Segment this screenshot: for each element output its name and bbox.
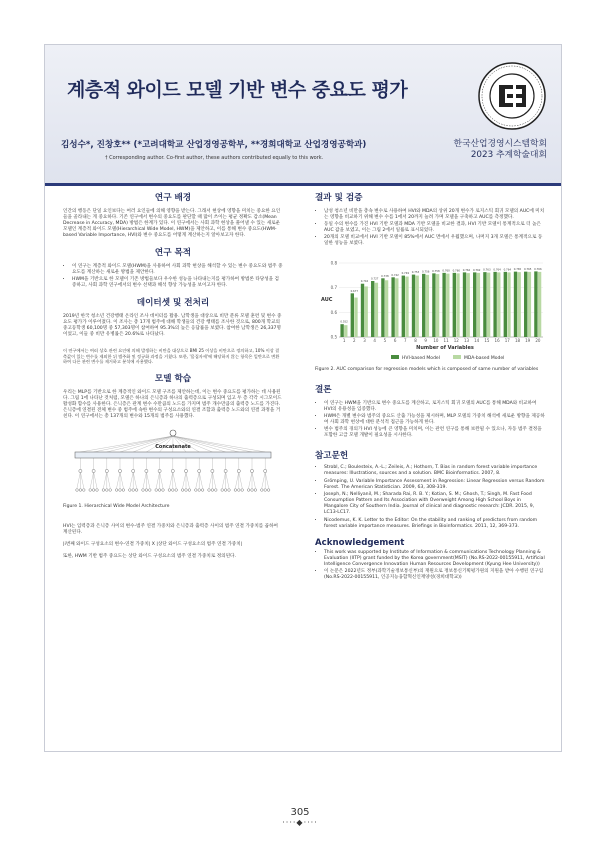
input-node [129, 488, 132, 491]
bar-mda [507, 272, 510, 337]
x-tick-label: 20 [535, 338, 541, 343]
input-node [208, 488, 211, 491]
results-item: • 동일 수의 변수를 가진 HVI 기반 모델과 MDA 기반 모델을 비교한 결과, HVI 기반 모델이 통계적으로 더 높은 AUC 값을 보였고, 이는 그림 2에서 일률로 표시되었다. [324, 222, 545, 234]
input-node [215, 488, 218, 491]
hidden-node [171, 469, 174, 472]
input-node [83, 488, 86, 491]
reference-item: • Joseph, N.; Nelliyanil, M.; Sharada Rai, R. B. Y.; Kotian, S. M.; Ghosh, T.; Singh, M. Fast Food Consumption Pattern and Its Association with Overweight Among High School Boys in Mangalore City of Southern India. Journal of clinical and diagnostic research: JCDR. 2015, 9, LC13-LC17. [324, 492, 545, 516]
x-tick-label: 7 [404, 338, 407, 343]
y-tick-label: 0.8 [330, 260, 337, 266]
legend-swatch-hvi [391, 355, 399, 359]
right-column [315, 195, 545, 582]
conference-info [454, 139, 547, 161]
hidden-node [92, 469, 95, 472]
data-label: 0.758 [432, 269, 440, 273]
data-label: 0.552 [340, 320, 348, 324]
hwm-architecture-diagram [63, 428, 283, 502]
x-tick-label: 19 [525, 338, 531, 343]
bar-hvi [402, 276, 405, 337]
bar-mda [446, 274, 449, 337]
x-tick-label: 8 [414, 338, 417, 343]
input-node [198, 488, 201, 491]
data-label: 0.765 [513, 268, 522, 272]
data-label: 0.716 [360, 280, 369, 284]
bar-hvi [340, 324, 343, 337]
data-label: 0.727 [370, 277, 379, 281]
acknowledgement-item: • 이 논문은 2022년도 정부(과학기술정보통신부)의 재원으로 정보통신기획평가원의 지원을 받아 수행된 연구임 (No.RS-2022-00155911, 인공지능융합혁신인재양성(경희대학교)) [324, 569, 545, 581]
x-tick-label: 3 [363, 338, 366, 343]
hidden-node [198, 469, 201, 472]
data-label: 0.749 [401, 272, 410, 276]
x-tick-label: 5 [383, 338, 387, 343]
dataset-text-2: 이 연구에서는 여러 상호 관련 요인에 의해 발생하는 비만을 대상으로 BMI 25 이상을 비만으로 정의하고, 10% 이상 결측값이 있는 변수를 제외한 뒤 범주화 및 정규화 과정을 거쳤다. 또한, '몸집자세'에 해당하지 않는 항목은 일반으로 변환하여 다른 관련 변수를 제거하고 분석에 사용했다. [63, 348, 280, 364]
results-item: • 남성 청소년 비만을 총속 변수로 사용하여 HVI와 MDA의 상위 20개 변수가 로지스틱 회귀 모델의 AUC에 미치는 영향을 비교하기 위해 변수 수를 1에서 20까지 늘려 가며 모델을 구축하고 AUC를 측정했다. [324, 209, 545, 221]
bar-hvi [422, 274, 425, 337]
reference-item: • Grömping, U. Variable Importance Assessment in Regression: Linear Regression versus Random Forest. The American Statistician. 2009, 63, 308-319. [324, 479, 545, 491]
dataset-text-1: 2019년 한국 청소년 건강행태 온라인 조사 데이터를 활용. 남학생을 대상으로 비만 분류 모델 훈련 및 변수 중요도 평가가 이루어졌다. 이 조사는 총 17개 범주에 대해 학생들의 건강 행태를 조사한 것으로, 800개 학교의 중고등학생 60,100명 중 57,303명이 참여하여 95.3%의 높은 응답률을 보였다. 참여한 남학생은 26,337명이었고, 이들 중 비만 유병률은 20.6%로 나타났다. [63, 314, 282, 337]
data-label: 0.762 [462, 268, 471, 272]
y-tick-label: 0.5 [330, 334, 337, 340]
purpose-item: • 이 연구는 계층적 와이드 모델(HWM)을 사용하여 사회 과학 현상을 해석할 수 있는 변수 중요도와 범주 중요도를 계산하는 새로운 방법을 제안한다. [72, 264, 283, 276]
input-node [172, 488, 175, 491]
input-node [234, 488, 237, 491]
input-node [135, 488, 138, 491]
input-node [188, 488, 191, 491]
results-item: • 20개의 모델 비교에서 HVI 기반 모델이 85%에서 AUC 면에서 우월했으며, 나머지 3개 모델은 통계적으로 동일한 성능을 보였다. [324, 235, 545, 247]
input-node [89, 488, 92, 491]
bar-hvi [534, 271, 537, 337]
legend-swatch-mda [453, 355, 461, 359]
acknowledgement-item: • This work was supported by Institute of Information & communications Technology Planning & Evaluation (IITP) grant funded by the Korea government(MSIT) (No.RS-2022-00155911, Artificial Intelligence Convergence Innovation Human Resources Development (Kyung Hee University)) [324, 550, 545, 568]
bar-hvi [442, 273, 445, 337]
corresponding-note: † Corresponding author. Co-first author, these authors contributed equally to this work. [105, 155, 324, 161]
input-node [185, 488, 188, 491]
bar-mda [538, 272, 541, 337]
x-tick-label: 16 [494, 338, 500, 343]
hidden-node [145, 469, 148, 472]
bar-hvi [391, 277, 394, 337]
bar-hvi [504, 272, 507, 337]
input-node [155, 488, 158, 491]
concatenate-label: Concatenate [155, 443, 191, 450]
hidden-node [211, 469, 214, 472]
data-label: 0.763 [483, 268, 491, 272]
x-tick-label: 17 [504, 338, 510, 343]
bar-hvi [371, 281, 374, 337]
input-node [201, 488, 204, 491]
input-node [221, 488, 224, 491]
x-tick-label: 10 [433, 338, 439, 343]
input-node [149, 488, 152, 491]
bar-hvi [381, 278, 384, 337]
bar-hvi [483, 272, 486, 337]
category-importance-text: 또한, HWM 기반 범주 중요도는 상단 와이드 구성요소의 범주 연결 가중치로 정의된다. [63, 553, 236, 559]
chart-x-axis-label: Number of Variables [416, 345, 474, 351]
input-node [109, 488, 112, 491]
x-tick-label: 9 [424, 338, 427, 343]
bar-mda [385, 280, 388, 337]
input-node [261, 488, 264, 491]
page-ornament: ····◆···· [282, 818, 318, 827]
input-node [132, 488, 135, 491]
input-node [76, 488, 79, 491]
input-node [238, 488, 241, 491]
section-title-acknowledgement: Acknowledgement [315, 537, 405, 548]
section-title-dataset: 데이터셋 및 전처리 [136, 298, 210, 308]
poster [44, 44, 562, 752]
section-title-purpose: 연구 목적 [154, 248, 192, 258]
input-node [119, 488, 122, 491]
bar-mda [497, 272, 500, 337]
bar-mda [426, 275, 429, 337]
x-tick-label: 2 [353, 338, 356, 343]
bar-hvi [463, 272, 466, 337]
section-title-training: 모델 학습 [154, 373, 192, 384]
hidden-node [184, 469, 187, 472]
output-node [170, 430, 176, 436]
x-tick-label: 4 [373, 338, 376, 343]
conclusion-item: • 변수 범주의 경의가 HVI 성능에 큰 영향을 미치며, 이는 관련 연구를 통해 보완될 수 있으나, 자동 범주 결정을 포함한 고급 모델 개발이 필요성을 시사한다. [324, 427, 545, 439]
bar-hvi [524, 272, 527, 337]
author-list: 김성수*, 진창호** (*고려대학교 산업경영공학부, **경희대학교 산업경영공학과) [61, 140, 367, 150]
input-node [102, 488, 105, 491]
bar-mda [456, 273, 459, 337]
hidden-node [158, 469, 161, 472]
x-tick-label: 18 [514, 338, 521, 343]
purpose-list [63, 264, 283, 289]
x-tick-label: 11 [443, 338, 449, 343]
x-tick-label: 1 [342, 338, 346, 343]
bar-hvi [453, 273, 456, 337]
input-node [162, 488, 165, 491]
training-text: 우리는 MLP를 기반으로 한 계층적인 와이드 모델 구조를 제안하는데, 이는 변수 중요도를 평가하는 데 사용된다. 그림 1에 나타난 것처럼, 모델은 하나의 은닉층과 하나의 출력층으로 구성되며 입고 두 층 각각 시그모이드 활성화 함수를 사용한다. 은닉층은 관계 변수 수만큼의 노드를 가지며 범주 개수만큼의 출력층 노드를 가진다. 은닉층에 연결된 전체 변수 중 범주에 속한 변수의 구성요소와의 연결 조합과 출력층 노드와의 연결 과정을 거친다. 이 연구에서는 총 137개의 변수와 15개의 범주를 사용했다. [63, 389, 282, 419]
legend-label-hvi: HVI-based Model [402, 356, 440, 361]
data-label: 0.756 [421, 270, 430, 274]
left-column [63, 195, 283, 560]
input-node [228, 488, 231, 491]
data-label: 0.738 [381, 274, 389, 278]
hidden-node [132, 469, 135, 472]
conference-event: 2023 추계학술대회 [470, 150, 547, 160]
input-node [195, 488, 198, 491]
conclusion-item: • 이 연구는 HWM을 기반으로 변수 중요도를 계산하고, 로지스틱 회귀 모델의 AUC를 통해 MDA와 비교하여 HVI의 유용성을 입증했다. [324, 401, 545, 413]
input-node [267, 488, 270, 491]
results-list [315, 209, 545, 247]
input-node [224, 488, 227, 491]
header-divider [45, 183, 561, 186]
data-label: 0.760 [442, 269, 450, 273]
input-node [241, 488, 244, 491]
input-node [115, 488, 118, 491]
bar-mda [467, 273, 470, 337]
reference-list [315, 465, 545, 530]
x-tick-label: 12 [453, 338, 459, 343]
bar-hvi [412, 275, 415, 337]
input-node [254, 488, 257, 491]
input-node [142, 488, 145, 491]
auc-comparison-chart [315, 253, 545, 363]
input-node [158, 488, 161, 491]
conference-society: 한국산업경영시스템학회 [453, 139, 547, 149]
hvi-formula-text: HVI는 입력층과 은닉층 사이의 변수-범주 연결 가중치와 은닉층과 출력층 사이의 범주 연결 가중치를 곱하여 계산된다. [63, 523, 278, 535]
bar-mda [375, 283, 378, 337]
x-tick-label: 13 [463, 338, 470, 343]
hidden-node [79, 469, 82, 472]
poster-header [45, 45, 561, 183]
bar-hvi [361, 284, 364, 337]
input-node [264, 488, 267, 491]
poster-title: 계층적 와이드 모델 기반 변수 중요도 평가 [67, 79, 408, 101]
bar-mda [518, 272, 521, 337]
data-label: 0.764 [503, 268, 512, 272]
bar-mda [487, 273, 490, 337]
bar-mda [528, 272, 531, 337]
data-label: 0.764 [493, 268, 501, 272]
data-label: 0.742 [391, 273, 399, 277]
bar-mda [436, 274, 439, 337]
section-title-references: 참고문헌 [315, 451, 349, 461]
bar-hvi [351, 293, 354, 337]
reference-item: • Strobl, C.; Boulesteix, A.-L.; Zeileis, A.; Hothorn, T. Bias in random forest variable importance measures: Illustrations, sources and a solution. BMC Bioinformatics. 2007, 8. [324, 465, 545, 477]
purpose-item: • HWM을 기반으로 한 모델이 기존 방법들보다 우수한 성능을 나타내는지를 평가하여 방법론 타당성을 검증하고, 사회 과학 연구에서의 변수 선택과 해석 향상 가능성을 보이고자 한다. [72, 277, 283, 289]
bar-mda [365, 286, 368, 337]
conclusion-list [315, 401, 545, 439]
bar-hvi [432, 273, 435, 337]
conclusion-item: • HWM은 개별 변수와 범주의 중요도 산출 가능성을 제시하며, MLP 모델의 가중치 해석에 새로운 방향을 제공하여 사회 과학 현상에 대한 분석적 접근을 가능하게 한다. [324, 414, 545, 426]
input-node [251, 488, 254, 491]
hidden-node [237, 469, 240, 472]
input-node [145, 488, 148, 491]
background-text: 인간의 행동은 단일 요인보다는 여러 요인들에 의해 영향을 받는다. 그래서 현상에 영향을 미치는 중요한 요인들을 골라내는 게 중요하다. 기존 연구에서 변수의 중요도를 판단할 때 많이 쓰이는 평균 정확도 감소(Mean Decrease in Accuracy, MDA) 방법은 한계가 있다. 이 연구에서는 사회 과학 현상을 풀어낼 수 있는 새로운 모델인 계층적 와이드 모델(Hierarchical Wide Model, HWM)을 제안하고, 이를 통해 변수 중요도(HWM-based Variable Importance, HVI)와 변수 중요도를 어떻게 계산하는지 알아보고자 한다. [63, 209, 281, 238]
bar-hvi [493, 272, 496, 337]
bar-mda [477, 273, 480, 337]
section-title-results: 결과 및 검증 [315, 193, 363, 203]
input-node [106, 488, 109, 491]
bar-mda [416, 276, 419, 337]
bar-mda [344, 325, 347, 337]
data-label: 0.753 [411, 271, 420, 275]
hidden-node [264, 469, 267, 472]
x-tick-label: 14 [474, 338, 480, 343]
input-node [175, 488, 178, 491]
bar-hvi [473, 272, 476, 337]
data-label: 0.765 [523, 268, 532, 272]
bar-mda [405, 277, 408, 337]
reference-item: • Nicodemus, K. K. Letter to the Editor: On the stability and ranking of predictors from random forest variable importance measures. Briefings in Bioinformatics. 2011, 12, 369-373. [324, 518, 545, 530]
figure-2-caption: Figure 2. AUC comparison for regression models which is composed of same number of variables [315, 367, 539, 372]
data-label: 0.677 [350, 289, 359, 293]
section-title-background: 연구 배경 [154, 193, 192, 203]
chart-y-axis-label: AUC [321, 297, 333, 303]
input-node [79, 488, 82, 491]
section-title-conclusion: 결론 [315, 385, 332, 395]
society-seal-icon [477, 61, 547, 131]
page-number: 305 [290, 807, 310, 818]
concatenate-layer [75, 452, 271, 458]
y-tick-label: 0.6 [330, 309, 337, 315]
y-tick-label: 0.7 [330, 285, 337, 291]
hidden-node [118, 469, 121, 472]
data-label: 0.760 [452, 269, 461, 273]
x-tick-label: 6 [393, 338, 397, 343]
x-tick-label: 15 [484, 338, 490, 343]
bar-mda [354, 298, 357, 337]
input-node [96, 488, 99, 491]
bar-hvi [514, 272, 517, 337]
input-node [181, 488, 184, 491]
hvi-formula: |i번째 와이드 구성요소의 변수-연결 가중치| X |상단 와이드 구성요소의 범주 연결 가중치| [63, 541, 243, 547]
input-node [122, 488, 125, 491]
hidden-node [105, 469, 108, 472]
data-label: 0.766 [534, 267, 542, 271]
data-label: 0.762 [472, 268, 481, 272]
hidden-node [224, 469, 227, 472]
input-node [92, 488, 95, 491]
input-node [247, 488, 250, 491]
legend-label-mda: MDA-based Model [464, 356, 505, 361]
bar-mda [395, 278, 398, 337]
acknowledgement-list [315, 550, 545, 581]
hidden-node [250, 469, 253, 472]
input-node [211, 488, 214, 491]
input-node [168, 488, 171, 491]
figure-1-caption: Figure 1. Hierarchical Wide Model Architecture [63, 503, 170, 509]
